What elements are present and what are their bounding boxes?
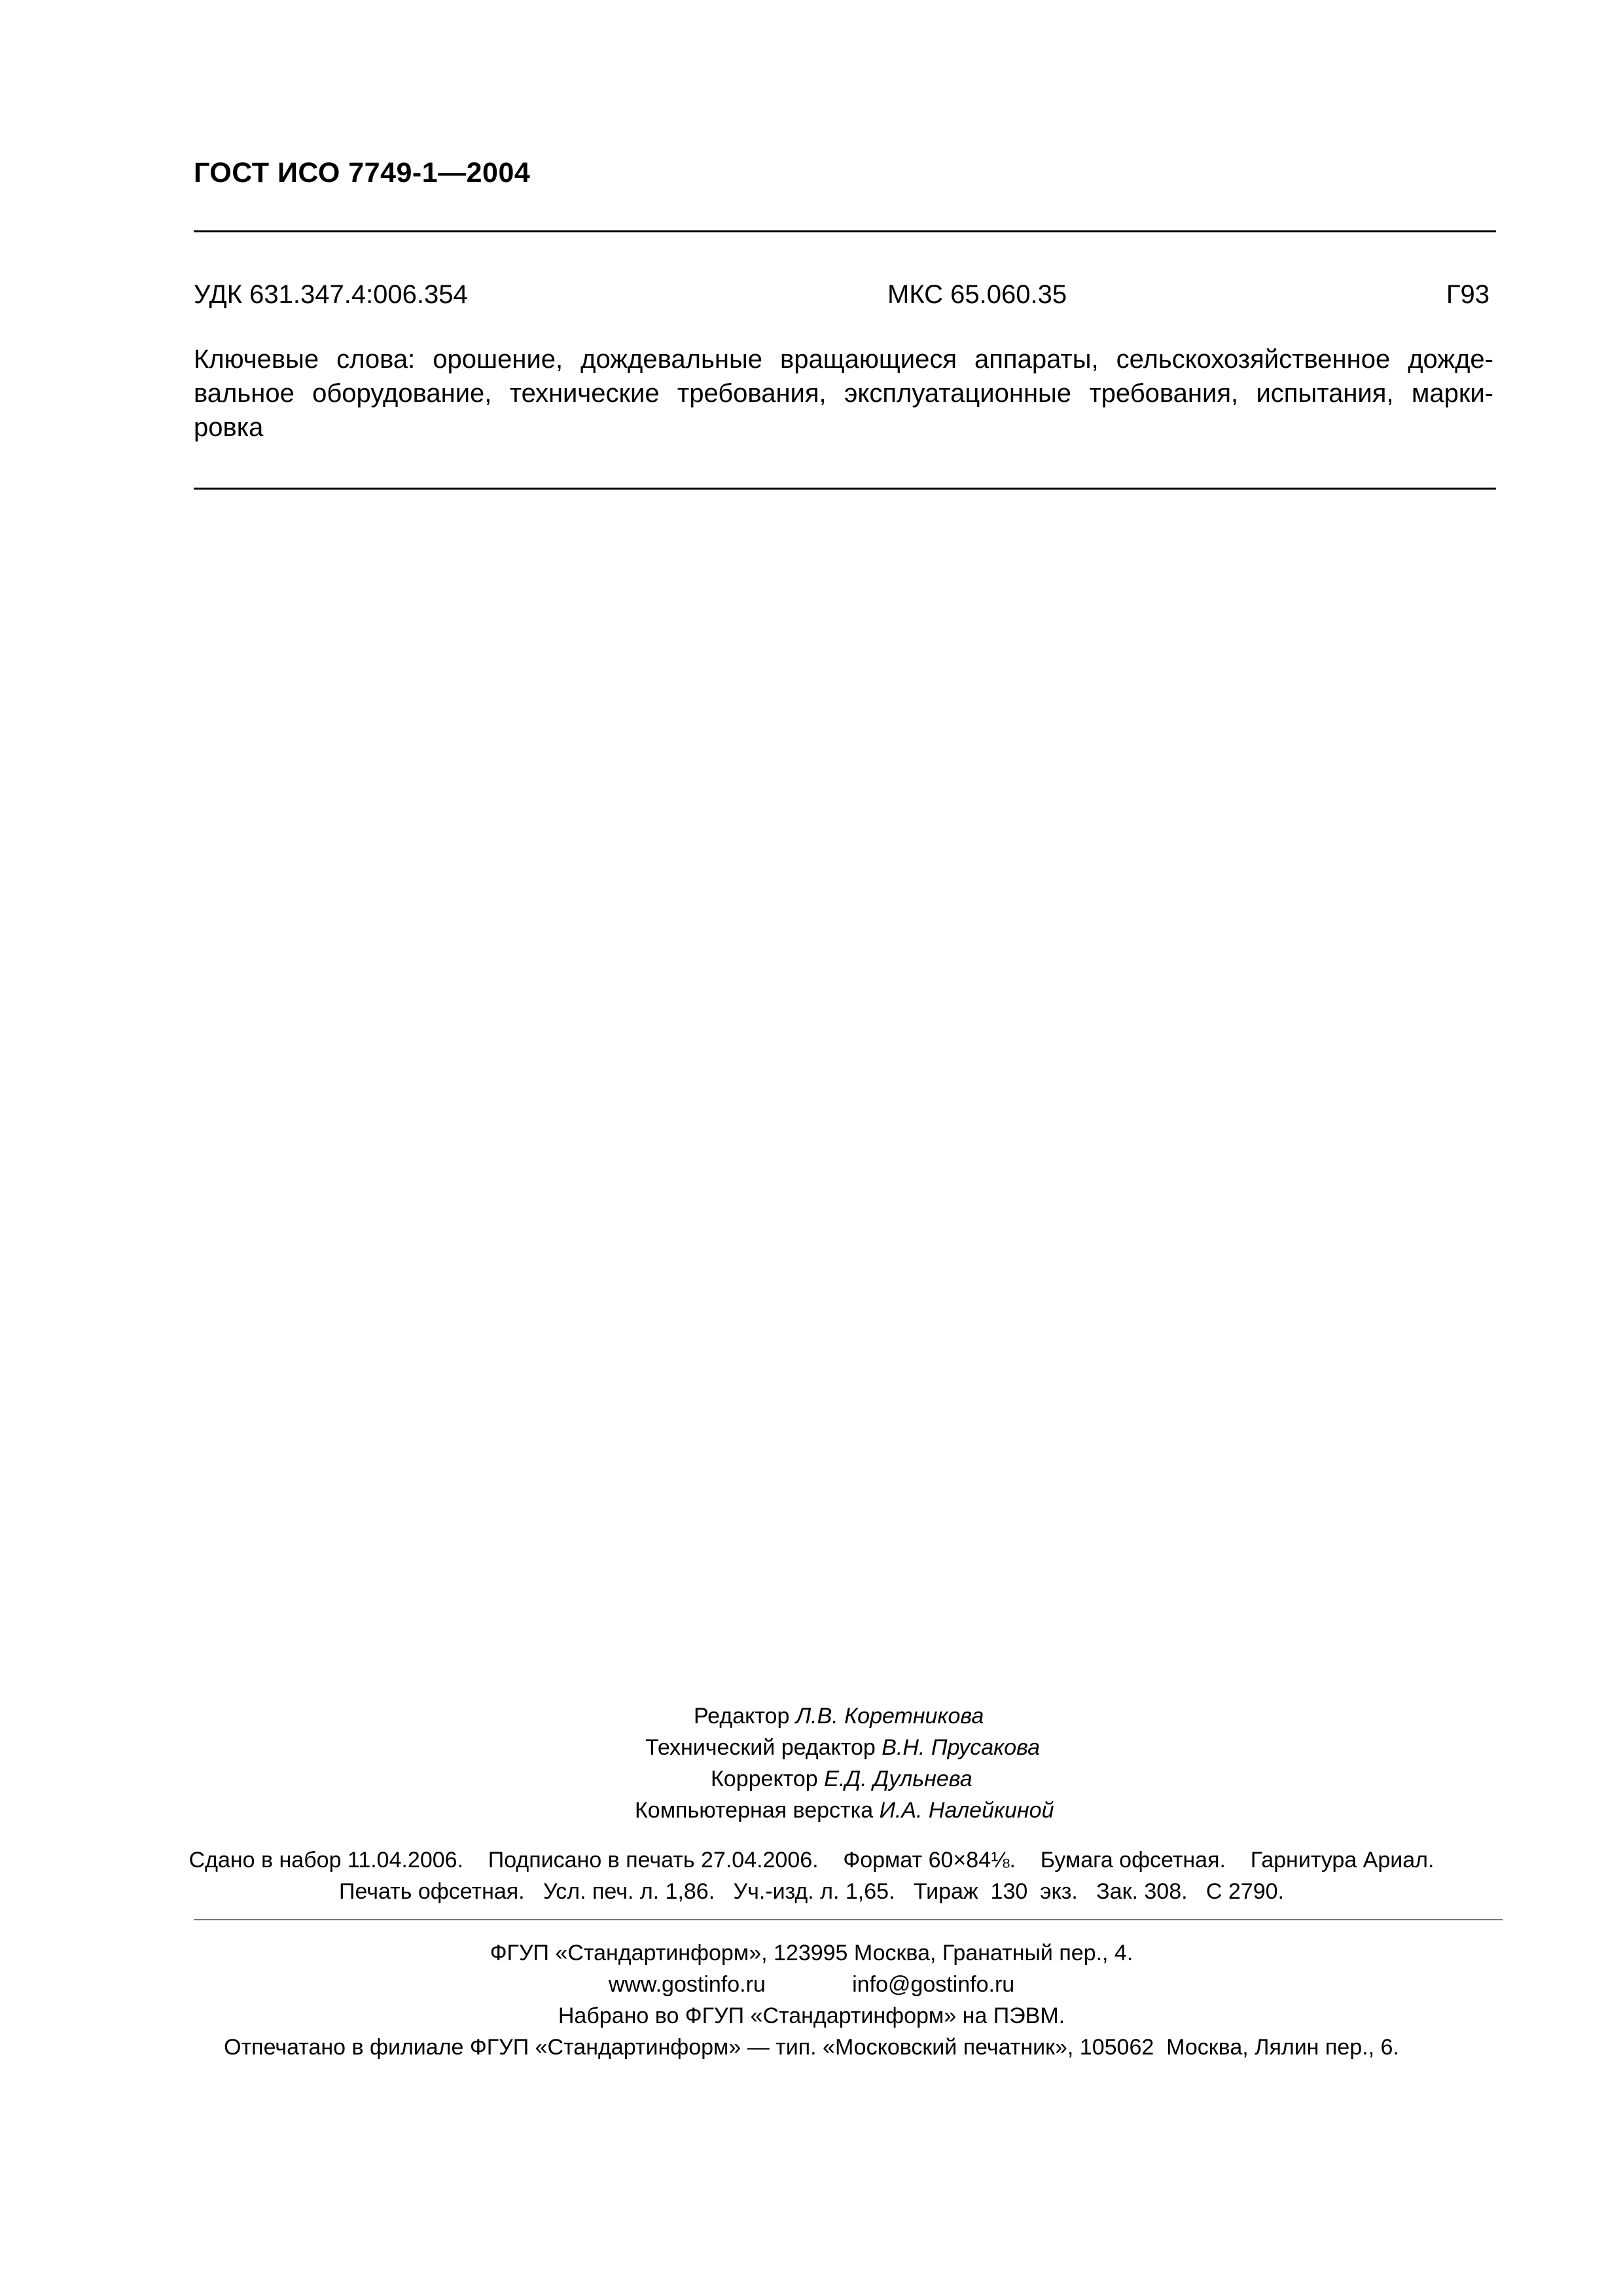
print-info-line: Печать офсетная. Усл. печ. л. 1,86. Уч.-изд. л. 1,65. Тираж 130 экз. Зак. 308. С 2790. bbox=[339, 1879, 1284, 1904]
keywords-line: вальное оборудование, технические требования, эксплуатационные требования, испытания, марки- bbox=[194, 379, 1493, 408]
credit-tech-editor bbox=[645, 1732, 1040, 1763]
document-designation: ГОСТ ИСО 7749-1—2004 bbox=[194, 157, 531, 188]
credit-role: Редактор bbox=[694, 1704, 796, 1729]
credit-editor bbox=[694, 1700, 984, 1732]
header-rule bbox=[194, 230, 1496, 232]
credit-person: Е.Д. Дульнева bbox=[824, 1767, 972, 1791]
print-info-line: Сдано в набор 11.04.2006. Подписано в печать 27.04.2006. Формат 60×84⅛. Бумага офсетная. Гарнитура Ариал. bbox=[188, 1848, 1435, 1873]
credit-role: Технический редактор bbox=[645, 1735, 882, 1760]
publisher-block bbox=[0, 1937, 1623, 2063]
publisher-email: info@gostinfo.ru bbox=[852, 1972, 1015, 1997]
publisher-printed: Отпечатано в филиале ФГУП «Стандартинформ» — тип. «Московский печатник», 105062 Москва, Лялин пер., 6. bbox=[224, 2035, 1399, 2060]
keywords-line: ровка bbox=[194, 413, 264, 442]
keywords-rule bbox=[194, 488, 1496, 490]
credit-role: Компьютерная верстка bbox=[635, 1798, 880, 1823]
credit-layout bbox=[635, 1795, 1054, 1826]
credit-person: И.А. Налейкиной bbox=[879, 1798, 1054, 1823]
credit-proofreader bbox=[711, 1763, 972, 1795]
group-code: Г93 bbox=[1446, 280, 1489, 309]
credit-role: Корректор bbox=[711, 1767, 825, 1791]
credit-person: В.Н. Прусакова bbox=[882, 1735, 1041, 1760]
publisher-contacts bbox=[0, 1969, 1623, 2000]
udk-code: УДК 631.347.4:006.354 bbox=[194, 280, 468, 309]
keywords-line: Ключевые слова: орошение, дождевальные вращающиеся аппараты, сельскохозяйственное дожде- bbox=[194, 345, 1493, 374]
keywords-block bbox=[194, 342, 1493, 444]
publisher-typeset: Набрано во ФГУП «Стандартинформ» на ПЭВМ. bbox=[558, 2003, 1065, 2028]
publisher-website: www.gostinfo.ru bbox=[608, 1972, 766, 1997]
publisher-address: ФГУП «Стандартинформ», 123995 Москва, Гранатный пер., 4. bbox=[490, 1941, 1133, 1965]
credit-person: Л.В. Коретникова bbox=[795, 1704, 984, 1729]
classification-row bbox=[194, 280, 1489, 319]
footer-rule bbox=[194, 1919, 1503, 1920]
mks-code: МКС 65.060.35 bbox=[887, 280, 1067, 309]
